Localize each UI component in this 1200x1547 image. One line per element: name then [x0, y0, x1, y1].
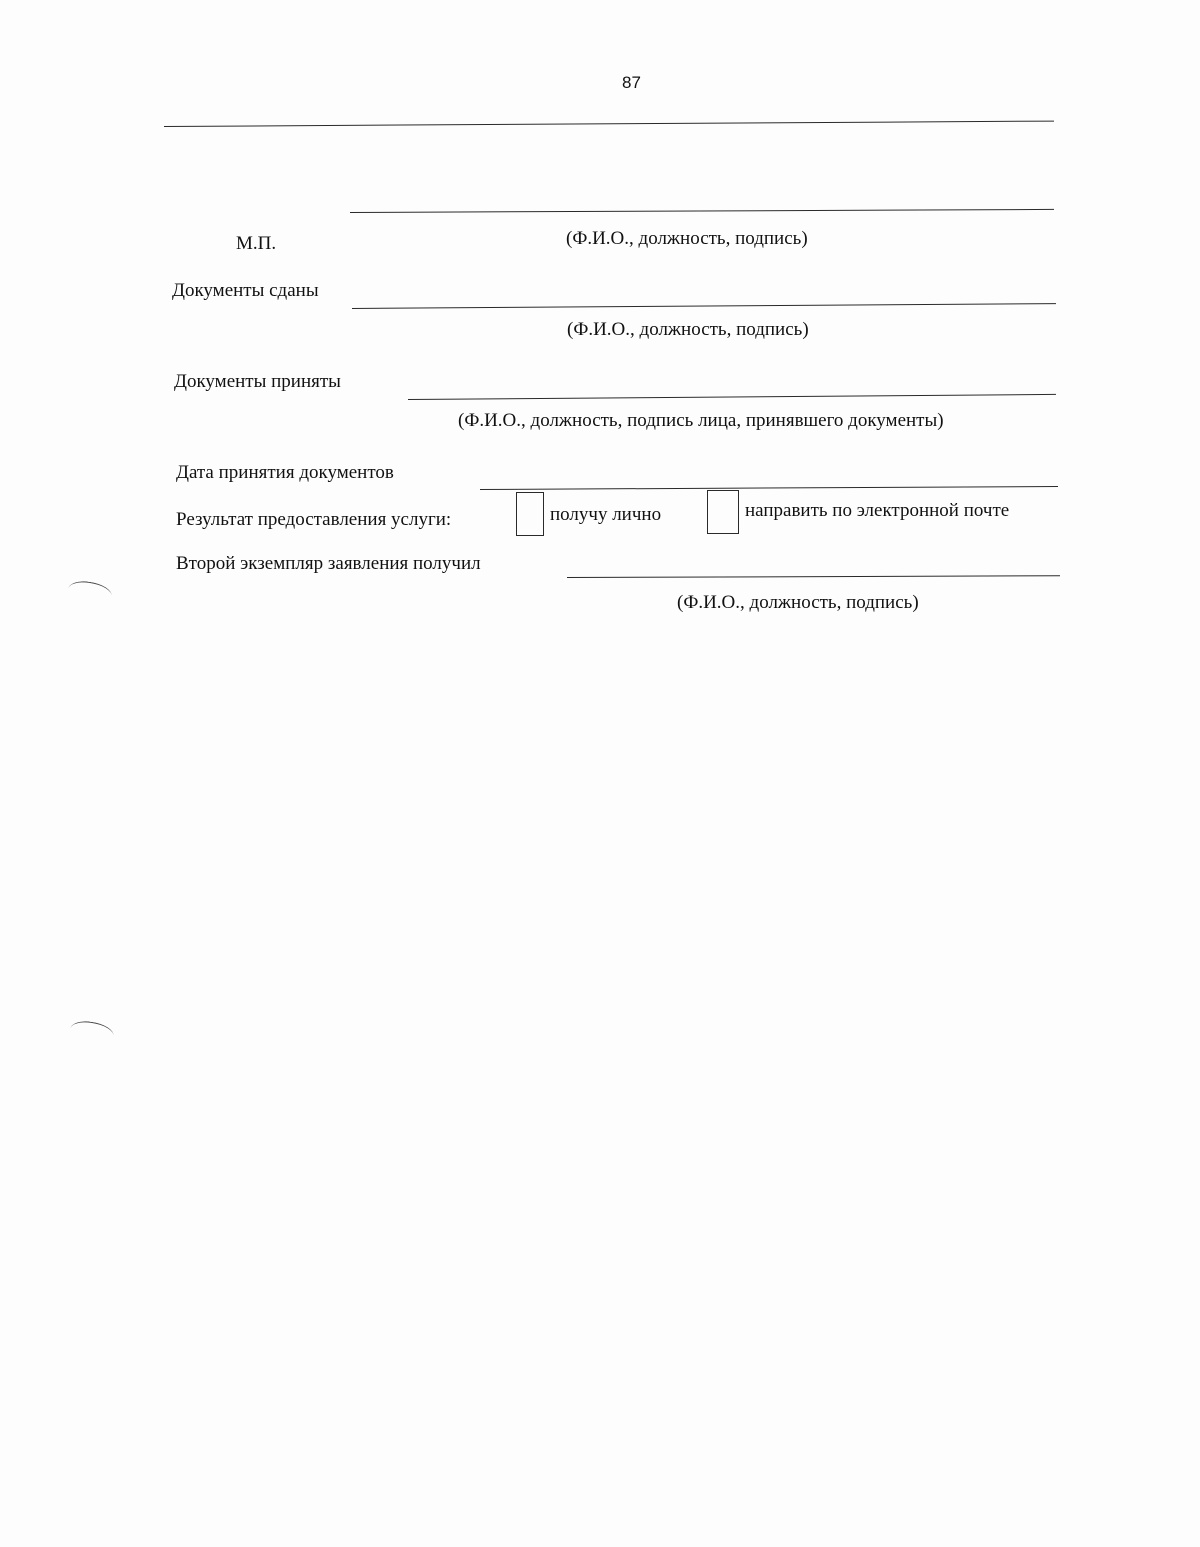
- page-number: 87: [622, 73, 641, 92]
- send-by-email-option: направить по электронной почте: [745, 500, 1010, 521]
- documents-submitted-caption: (Ф.И.О., должность, подпись): [567, 319, 809, 340]
- pickup-in-person-checkbox[interactable]: [516, 492, 544, 536]
- top-rule: [164, 121, 1054, 127]
- documents-accepted-label: Документы приняты: [174, 371, 341, 392]
- signature-line[interactable]: [350, 209, 1054, 213]
- documents-submitted-label: Документы сданы: [172, 280, 319, 301]
- pickup-in-person-option: получу лично: [550, 504, 662, 525]
- mp-label: М.П.: [236, 233, 277, 254]
- send-by-email-checkbox[interactable]: [707, 490, 739, 534]
- documents-accepted-line[interactable]: [408, 394, 1056, 400]
- second-copy-line[interactable]: [567, 575, 1060, 578]
- acceptance-date-line[interactable]: [480, 486, 1058, 490]
- signature-caption: (Ф.И.О., должность, подпись): [566, 228, 808, 249]
- second-copy-caption: (Ф.И.О., должность, подпись): [677, 592, 919, 613]
- documents-submitted-line[interactable]: [352, 303, 1056, 309]
- documents-accepted-caption: (Ф.И.О., должность, подпись лица, принявшего документы): [458, 410, 944, 431]
- second-copy-label: Второй экземпляр заявления получил: [176, 553, 481, 574]
- punch-hole-mark: [67, 579, 113, 606]
- punch-hole-mark: [69, 1019, 115, 1046]
- service-result-label: Результат предоставления услуги:: [176, 509, 452, 530]
- acceptance-date-label: Дата принятия документов: [176, 462, 394, 483]
